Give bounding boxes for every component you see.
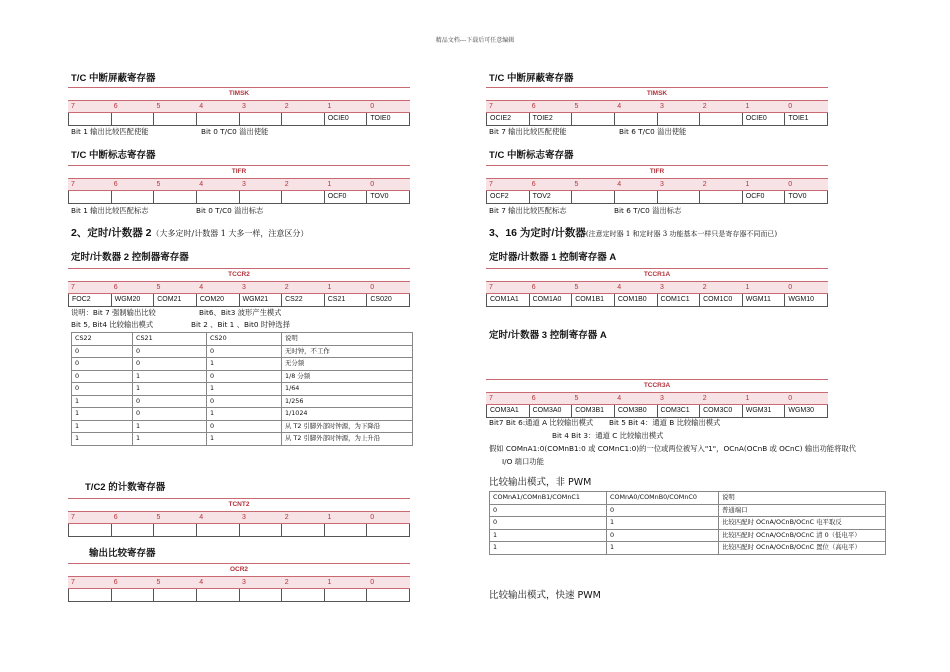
table-cell: 无分频 [282,358,413,371]
flag-cell: COM1B1 [572,294,615,306]
register-name: TIMSK [486,87,828,101]
table-cell: 1 [607,542,719,555]
tccr3a-note-2: Bit 4 Bit 3：通道 C 比较输出模式 [552,431,664,440]
flag-cell: TOIE0 [367,113,410,125]
register-name: TCCR1A [486,268,828,282]
flag-cell: WGM11 [743,294,786,306]
table-row [490,529,886,542]
table-cell: 1 [490,542,607,555]
bit-number: 6 [113,181,118,188]
table-row [72,433,413,446]
flag-cell: COM3C1 [658,405,701,417]
flag-cell: COM1A0 [530,294,573,306]
flag-cell [154,113,197,125]
flag-cell: TOV2 [530,191,573,203]
flag-cell: TOV0 [785,191,828,203]
ocr2-title: 输出比较寄存器 [89,548,156,559]
table-cell: 0 [72,345,133,358]
flag-cell [197,589,240,601]
section2-title: 2、定时/计数器 2（大多定时/计数器 1 大多一样，注意区分） [71,227,309,239]
tccr2-title: 定时/计数器 2 控制器寄存器 [71,252,189,263]
flag-row [486,113,828,126]
table-row [72,383,413,396]
timsk-register-left [68,87,410,126]
bit-number: 3 [242,514,246,521]
table-cell: 普通端口 [719,504,886,517]
table-header-cell: 说明 [719,492,886,505]
bit-number: 6 [113,514,118,521]
bit-number: 0 [788,103,793,110]
bit-number: 7 [71,181,75,188]
table-header-cell: COMnA1/COMnB1/COMnC1 [490,492,607,505]
bit-number: 0 [788,395,793,402]
table-cell: 无时钟，不工作 [282,345,413,358]
table-cell: 0 [72,370,133,383]
register-name: TIMSK [68,87,410,101]
flag-row [68,294,410,307]
tccr3a-note-3: 假如 COMnA1:0(COMnB1:0 或 COMnC1:0)的一位或两位被写入"1"，OCnA(OCnB 或 OCnC) 输出功能将取代 [489,444,856,453]
table-cell: 0 [207,370,282,383]
table-cell: 1/8 分频 [282,370,413,383]
table-cell: 0 [133,395,207,408]
flag-cell [240,113,283,125]
flag-cell [69,524,112,536]
flag-cell [197,191,240,203]
table-header-cell: CS21 [133,333,207,346]
bit-number: 3 [242,579,246,586]
tifr-note-left: Bit 1 输出比较匹配标志 Bit 0 T/C0 溢出标志 [71,206,264,215]
flag-cell: OCF0 [743,191,786,203]
flag-cell [240,524,283,536]
flag-cell: COM1C1 [658,294,701,306]
bit-number: 3 [660,181,664,188]
tccr3a-note-4: I/O 端口功能 [502,457,544,466]
bit-number: 4 [199,181,204,188]
flag-cell: COM3A1 [487,405,530,417]
flag-cell: OCIE2 [487,113,530,125]
flag-cell: WGM10 [785,294,828,306]
register-name: TCNT2 [68,498,410,512]
bit-number: 3 [660,103,664,110]
timsk-register-right [486,87,828,126]
flag-row [486,294,828,307]
flag-cell [282,524,325,536]
bit-number-row [486,282,828,294]
table-cell: 从 T2 引脚外部时钟源，为下降沿 [282,420,413,433]
bit-number-row [486,179,828,191]
tccr2-note-2: Bit 5, Bit4 比较输出模式 Bit 2 、Bit 1 、Bit0 时钟选择 [71,320,290,329]
timsk-note-left: Bit 1 输出比较匹配使能 Bit 0 T/C0 溢出使能 [71,127,269,136]
bit-number: 6 [113,284,118,291]
table-cell: 1 [607,517,719,530]
page-header: 精品文档---下载后可任意编辑 [435,37,515,44]
bit-number: 7 [71,579,75,586]
flag-cell [197,113,240,125]
flag-cell: OCF0 [325,191,368,203]
flag-cell [658,191,701,203]
flag-cell [325,589,368,601]
flag-cell: TOIE2 [530,113,573,125]
flag-cell [240,589,283,601]
flag-cell [325,524,368,536]
bit-number: 2 [284,514,289,521]
bit-number: 2 [702,181,707,188]
table-cell: 1 [207,383,282,396]
flag-cell: WGM30 [785,405,828,417]
bit-number: 1 [327,514,332,521]
flag-cell: COM20 [197,294,240,306]
flag-cell [367,524,410,536]
flag-cell [282,589,325,601]
table-cell: 1 [490,529,607,542]
bit-number: 7 [489,395,493,402]
bit-number-row [68,101,410,113]
flag-cell: TOIE1 [785,113,828,125]
table-cell: 0 [133,408,207,421]
flag-cell: COM1B0 [615,294,658,306]
bit-number: 1 [327,579,332,586]
bit-number: 2 [702,103,707,110]
bit-number: 1 [745,395,750,402]
flag-row [68,524,410,537]
timsk-title-right: T/C 中断屏蔽寄存器 [489,73,574,84]
bit-number: 5 [156,514,161,521]
flag-cell [615,113,658,125]
flag-cell [112,113,155,125]
flag-cell [700,113,743,125]
bit-number: 6 [531,103,536,110]
bit-number: 3 [242,181,246,188]
flag-cell: OCF2 [487,191,530,203]
register-name: TIFR [68,165,410,179]
table-cell: 比较匹配时 OCnA/OCnB/OCnC 清 0（低电平） [719,529,886,542]
table-cell: 0 [207,420,282,433]
bit-number: 5 [574,181,579,188]
register-name: TCCR2 [68,268,410,282]
table-row [490,504,886,517]
flag-row [486,191,828,204]
bit-number: 1 [745,181,750,188]
table-cell: 0 [490,517,607,530]
flag-cell: COM3A0 [530,405,573,417]
tccr3a-register [486,379,828,418]
table-row [72,358,413,371]
flag-cell: OCIE0 [325,113,368,125]
bit-number: 7 [71,284,75,291]
bit-number: 4 [199,514,204,521]
flag-cell: COM3B1 [572,405,615,417]
table-cell: 1 [207,408,282,421]
flag-cell [615,191,658,203]
clock-select-table [71,332,413,446]
bit-number: 7 [489,103,493,110]
flag-cell: TOV0 [367,191,410,203]
table-header-cell: 说明 [282,333,413,346]
bit-number: 7 [489,284,493,291]
flag-cell: WGM21 [240,294,283,306]
tccr2-note-1: 说明：Bit 7 强制输出比较 Bit6、Bit3 波形产生模式 [71,308,282,317]
flag-cell [282,113,325,125]
flag-cell: COM3C0 [700,405,743,417]
bit-number: 2 [284,579,289,586]
table-header-cell: CS20 [207,333,282,346]
tifr-note-right: Bit 7 输出比较匹配标志 Bit 6 T/C0 溢出标志 [489,206,682,215]
flag-cell: CS21 [325,294,368,306]
tifr-register-right [486,165,828,204]
flag-row [68,191,410,204]
table-cell: 1 [72,395,133,408]
table-cell: 1 [133,370,207,383]
flag-cell [572,191,615,203]
bit-number: 5 [156,579,161,586]
bit-number: 1 [327,284,332,291]
table-row [72,408,413,421]
table-cell: 1 [72,408,133,421]
bit-number: 6 [531,395,536,402]
flag-cell [154,589,197,601]
flag-cell: FOC2 [69,294,112,306]
bit-number: 3 [242,103,246,110]
table-cell: 1 [133,383,207,396]
bit-number: 4 [617,103,622,110]
bit-number-row [486,393,828,405]
table-cell: 1 [72,433,133,446]
bit-number: 0 [370,514,375,521]
tifr-title-left: T/C 中断标志寄存器 [71,150,156,161]
bit-number: 0 [370,181,375,188]
bit-number: 2 [284,284,289,291]
table-cell: 0 [72,383,133,396]
table-cell: 比较匹配时 OCnA/OCnB/OCnC 电平取反 [719,517,886,530]
bit-number: 5 [156,181,161,188]
flag-cell [69,191,112,203]
flag-cell: COM1A1 [487,294,530,306]
bit-number: 6 [531,284,536,291]
table-cell: 比较匹配时 OCnA/OCnB/OCnC 置位（高电平） [719,542,886,555]
flag-row [486,405,828,418]
bit-number: 0 [788,181,793,188]
tccr3a-note-1: Bit7 Bit 6:通道 A 比较输出模式 Bit 5 Bit 4：通道 B 比较输出模式 [489,418,721,427]
bit-number: 1 [745,284,750,291]
nonpwm-title: 比较输出模式，非 PWM [489,477,592,488]
flag-cell: CS22 [282,294,325,306]
table-cell: 1/1024 [282,408,413,421]
table-cell: 0 [72,358,133,371]
flag-cell [282,191,325,203]
bit-number: 0 [370,103,375,110]
table-row [72,420,413,433]
flag-cell [69,589,112,601]
tcnt2-register [68,498,410,537]
table-row [72,345,413,358]
bit-number: 4 [199,284,204,291]
register-name: TCCR3A [486,379,828,393]
flag-cell [658,113,701,125]
table-row [72,395,413,408]
table-row [72,370,413,383]
tccr1a-title: 定时器/计数器 1 控制寄存器 A [489,252,617,263]
table-cell: 1 [72,420,133,433]
flag-cell: WGM31 [743,405,786,417]
table-cell: 1/256 [282,395,413,408]
timsk-title-left: T/C 中断屏蔽寄存器 [71,73,156,84]
table-cell: 0 [133,358,207,371]
flag-cell [69,113,112,125]
flag-row [68,589,410,602]
table-cell: 1 [133,420,207,433]
register-name: TIFR [486,165,828,179]
bit-number: 4 [617,284,622,291]
bit-number: 7 [489,181,493,188]
bit-number: 1 [327,103,332,110]
bit-number: 4 [617,181,622,188]
flag-cell [112,191,155,203]
bit-number: 6 [113,579,118,586]
bit-number: 2 [702,284,707,291]
bit-number-row [486,101,828,113]
flag-row [68,113,410,126]
bit-number: 5 [574,103,579,110]
table-cell: 0 [207,345,282,358]
bit-number: 7 [71,103,75,110]
bit-number: 0 [370,284,375,291]
tcnt2-title: T/C2 的计数寄存器 [85,482,166,493]
table-cell: 1 [133,433,207,446]
tccr1a-register [486,268,828,307]
table-cell: 0 [607,529,719,542]
flag-cell [700,191,743,203]
table-row [490,542,886,555]
flag-cell: OCIE0 [743,113,786,125]
flag-cell: COM1C0 [700,294,743,306]
bit-number: 5 [156,284,161,291]
compare-output-table [489,491,886,555]
section3-title: 3、16 为定时/计数器(注意定时器 1 和定时器 3 功能基本一样只是寄存器不同而已) [489,227,778,239]
table-cell: 1 [207,358,282,371]
bit-number: 3 [660,395,664,402]
bit-number: 3 [242,284,246,291]
tccr2-register [68,268,410,307]
bit-number: 5 [574,395,579,402]
bit-number: 6 [531,181,536,188]
bit-number: 0 [788,284,793,291]
table-header-row [72,333,413,346]
bit-number: 3 [660,284,664,291]
table-header-cell: COMnA0/COMnB0/COMnC0 [607,492,719,505]
flag-cell [367,589,410,601]
flag-cell [154,191,197,203]
flag-cell: COM21 [154,294,197,306]
bit-number: 2 [284,103,289,110]
table-cell: 0 [133,345,207,358]
flag-cell [112,589,155,601]
bit-number: 6 [113,103,118,110]
table-cell: 1 [207,433,282,446]
table-header-cell: CS22 [72,333,133,346]
bit-number: 5 [574,284,579,291]
flag-cell: WGM20 [112,294,155,306]
bit-number-row [68,577,410,589]
bit-number: 2 [702,395,707,402]
table-cell: 0 [490,504,607,517]
bit-number: 4 [617,395,622,402]
table-cell: 从 T2 引脚外部时钟源，为上升沿 [282,433,413,446]
bit-number: 1 [745,103,750,110]
flag-cell [112,524,155,536]
flag-cell: CS020 [367,294,410,306]
fastpwm-title: 比较输出模式，快速 PWM [489,590,601,601]
bit-number: 4 [199,579,204,586]
flag-cell [197,524,240,536]
bit-number: 5 [156,103,161,110]
flag-cell [154,524,197,536]
bit-number-row [68,179,410,191]
flag-cell: COM3B0 [615,405,658,417]
table-cell: 0 [607,504,719,517]
flag-cell [572,113,615,125]
bit-number: 0 [370,579,375,586]
register-name: OCR2 [68,563,410,577]
bit-number: 4 [199,103,204,110]
tifr-register-left [68,165,410,204]
bit-number-row [68,512,410,524]
table-cell: 0 [207,395,282,408]
ocr2-register [68,563,410,602]
bit-number-row [68,282,410,294]
flag-cell [240,191,283,203]
bit-number: 2 [284,181,289,188]
table-header-row [490,492,886,505]
bit-number: 7 [71,514,75,521]
table-row [490,517,886,530]
bit-number: 1 [327,181,332,188]
tifr-title-right: T/C 中断标志寄存器 [489,150,574,161]
timsk-note-right: Bit 7 输出比较匹配使能 Bit 6 T/C0 溢出使能 [489,127,687,136]
tccr3a-title: 定时/计数器 3 控制寄存器 A [489,330,607,341]
table-cell: 1/64 [282,383,413,396]
